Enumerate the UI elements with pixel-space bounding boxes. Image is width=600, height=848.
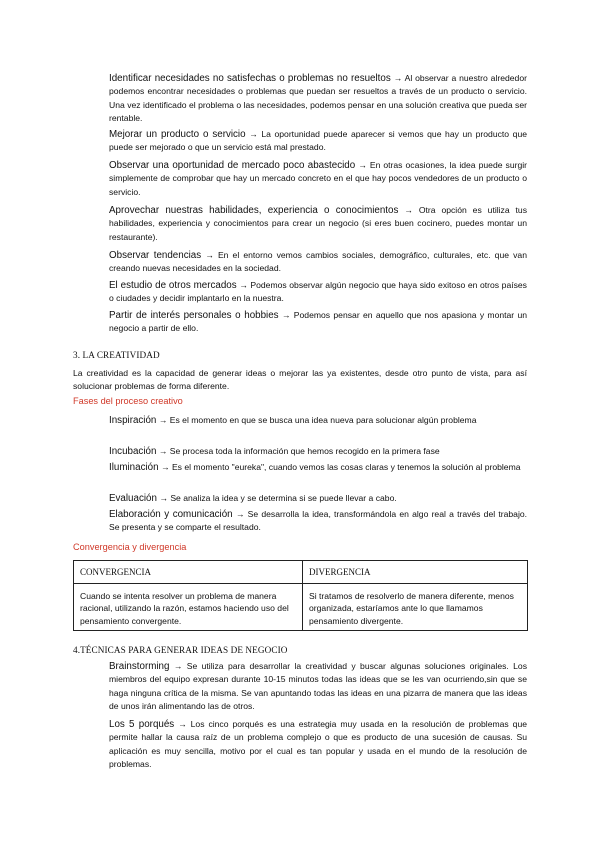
phase-body: Se procesa toda la información que hemos recogido en la primera fase	[169, 446, 440, 456]
idea-source-lead: Mejorar un producto o servicio	[109, 129, 246, 140]
arrow-icon: →	[159, 493, 168, 503]
idea-source-item	[109, 128, 527, 155]
phase-lead: Inspiración	[109, 415, 157, 426]
arrow-icon: →	[393, 73, 403, 83]
convergence-header: CONVERGENCIA	[74, 561, 303, 584]
arrow-icon: →	[239, 280, 248, 290]
idea-source-item	[109, 204, 527, 244]
phases-title: Fases del proceso creativo	[73, 396, 183, 406]
arrow-icon: →	[158, 446, 168, 456]
arrow-icon: →	[178, 719, 187, 729]
phase-lead: Incubación	[109, 446, 157, 457]
phase-item	[109, 508, 527, 535]
phase-item	[109, 414, 527, 427]
technique-item	[109, 718, 527, 772]
arrow-icon: →	[404, 205, 413, 215]
table-header-row	[74, 561, 528, 584]
technique-body: Se utiliza para desarrollar la creatividad y buscar algunas soluciones originales. Los miembros del equipo expresan durante 10-15 minutos todas las ideas que se les van ocurriendo,sin que se haga ninguna crítica de la misma. Se van apuntando todas las ideas en una pizarra de manera que las ideas de unos irán alimentando las de otros.	[109, 661, 527, 712]
technique-item	[109, 660, 527, 714]
technique-lead: Brainstorming	[109, 661, 170, 672]
idea-source-body: En otras ocasiones, la idea puede surgir simplemente de comprobar que hay un mercado concreto en el que hay pocos vendedores de un producto o servicio.	[109, 160, 528, 197]
creatividad-intro: La creatividad es la capacidad de generar ideas o mejorar las ya existentes, desde otro punto de vista, para así solucionar problemas de forma diferente.	[73, 368, 527, 392]
idea-source-body: La oportunidad puede aparecer si vemos que hay un producto que puede ser mejorado o que un servicio está mal prestado.	[109, 129, 528, 153]
idea-source-item	[109, 72, 527, 126]
idea-source-body: Al observar a nuestro alrededor podemos encontrar necesidades o problemas que puedan ser resueltos a través de un producto o servicio. Una vez identificado el problema o las necesidades, podemos pensar en una solución creativa que pueda ser rentable.	[109, 73, 527, 124]
phase-lead: Elaboración y comunicación	[109, 509, 233, 520]
phase-body: Es el momento en que se busca una idea nueva para solucionar algún problema	[169, 415, 477, 425]
table-row	[74, 584, 528, 631]
arrow-icon: →	[160, 462, 170, 472]
section-heading-creatividad: 3. LA CREATIVIDAD	[73, 350, 160, 360]
divergence-cell: Si tratamos de resolverlo de manera diferente, menos organizada, estaríamos ante lo que llamamos pensamiento divergente.	[303, 584, 528, 631]
phase-item	[109, 461, 527, 474]
idea-source-lead: El estudio de otros mercados	[109, 280, 237, 291]
idea-source-body: Otra opción es utiliza tus habilidades, experiencia y conocimientos para crear un negocio (si eres buen cocinero, puedes montar un restaurante).	[109, 205, 528, 242]
section-heading-tecnicas: 4.TÉCNICAS PARA GENERAR IDEAS DE NEGOCIO	[73, 645, 288, 655]
idea-source-lead: Partir de interés personales o hobbies	[109, 310, 279, 321]
arrow-icon: →	[235, 509, 245, 519]
convergence-divergence-table	[73, 560, 528, 631]
technique-body: Los cinco porqués es una estrategia muy usada en la resolución de problemas que permite hallar la causa raíz de un problema complejo o que es producto de una sucesión de causas. Su aplicación es muy sencilla, motivo por el cual es tan popular y usada en el mundo de la resolución de problemas.	[109, 719, 527, 770]
arrow-icon: →	[205, 250, 214, 260]
phase-lead: Evaluación	[109, 493, 157, 504]
phase-item	[109, 492, 527, 505]
idea-source-lead: Identificar necesidades no satisfechas o problemas no resueltos	[109, 73, 391, 84]
arrow-icon: →	[281, 310, 291, 320]
idea-source-lead: Aprovechar nuestras habilidades, experiencia o conocimientos	[109, 205, 399, 216]
convergence-cell: Cuando se intenta resolver un problema de manera racional, utilizando la razón, estamos haciendo uso del pensamiento convergente.	[74, 584, 303, 631]
phase-lead: Iluminación	[109, 462, 159, 473]
phase-item	[109, 445, 527, 458]
idea-source-item	[109, 249, 527, 276]
idea-source-body: En el entorno vemos cambios sociales, demográfico, culturales, etc. que van creando nuevas necesidades en la sociedad.	[109, 250, 527, 274]
phase-body: Se desarrolla la idea, transformándola en algo real a través del trabajo. Se presenta y se comparte el resultado.	[109, 509, 528, 533]
idea-source-item	[109, 159, 527, 199]
arrow-icon: →	[173, 661, 183, 671]
technique-lead: Los 5 porqués	[109, 719, 175, 730]
idea-source-body: Podemos observar algún negocio que haya sido exitoso en otros países o ciudades y decidir implantarlo en la nuestra.	[109, 280, 527, 304]
convergence-title: Convergencia y divergencia	[73, 542, 187, 552]
phase-body: Se analiza la idea y se determina si se puede llevar a cabo.	[170, 493, 397, 503]
phase-body: Es el momento "eureka", cuando vemos las cosas claras y tenemos la solución al problema	[171, 462, 521, 472]
idea-source-body: Podemos pensar en aquello que nos apasiona y montar un negocio a partir de ello.	[109, 310, 528, 334]
arrow-icon: →	[358, 160, 367, 170]
arrow-icon: →	[158, 415, 168, 425]
idea-source-lead: Observar tendencias	[109, 250, 202, 261]
arrow-icon: →	[249, 129, 258, 139]
idea-source-item	[109, 309, 527, 336]
idea-source-lead: Observar una oportunidad de mercado poco abastecido	[109, 160, 356, 171]
idea-source-item	[109, 279, 527, 306]
divergence-header: DIVERGENCIA	[303, 561, 528, 584]
